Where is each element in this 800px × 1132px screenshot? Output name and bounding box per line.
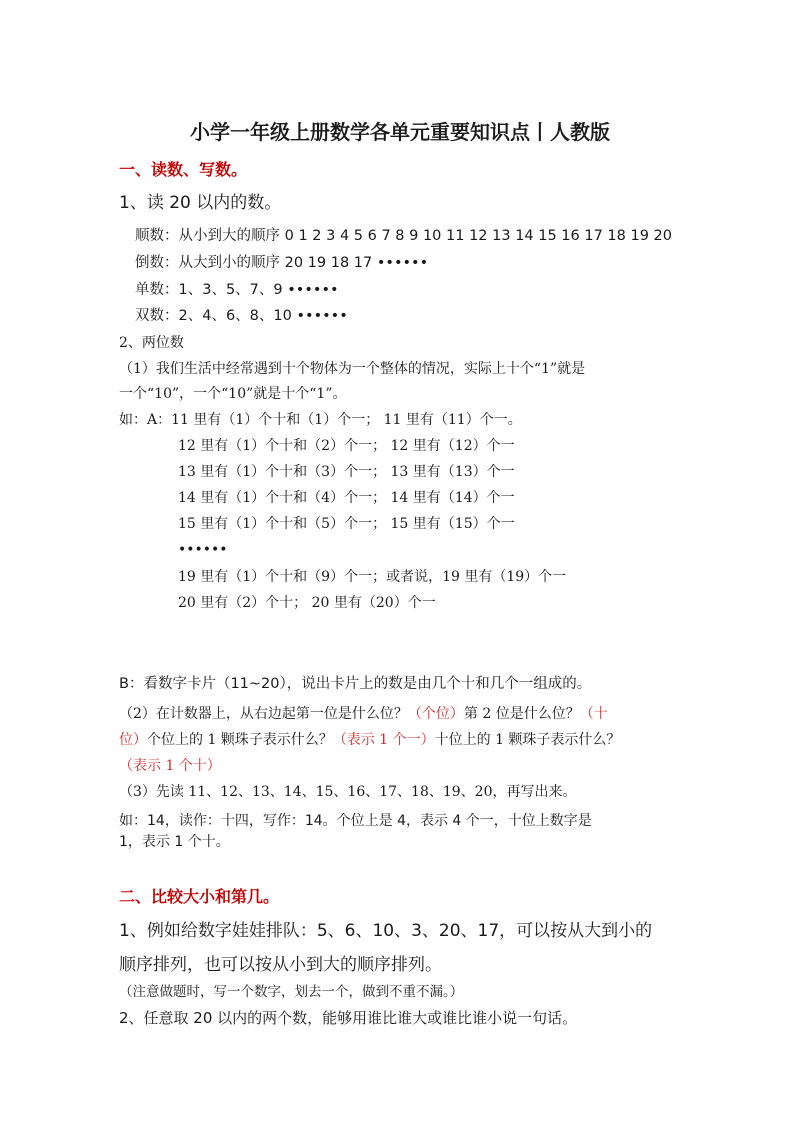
example-13: 13 里有（1）个十和（3）个一； 13 里有（13）个一: [178, 464, 515, 480]
example-14-line1: 如：14，读作：十四，写作：14。个位上是 4，表示 4 个一，十位上数字是: [119, 813, 592, 829]
example-12: 12 里有（1）个十和（2）个一； 12 里有（12）个一: [178, 438, 515, 454]
answer-tens-place-end: 位）: [119, 732, 147, 748]
item-read-numbers: 1、读 20 以内的数。: [119, 193, 282, 213]
odd-numbers: 单数：1、3、5、7、9 ••••••: [135, 282, 339, 298]
question-2-line2: [119, 732, 620, 749]
question-3: （3）先读 11、12、13、14、15、16、17、18、19、20，再写出来。: [119, 784, 577, 800]
answer-one-unit: （表示 1 个一）: [332, 732, 435, 748]
example-15: 15 里有（1）个十和（5）个一； 15 里有（15）个一: [178, 516, 515, 532]
question-2-part-c: 个位上的 1 颗珠子表示什么？: [147, 732, 333, 748]
question-2-part-d: 十位上的 1 颗珠子表示什么？: [434, 732, 621, 748]
example-19: 19 里有（1）个十和（9）个一；或者说，19 里有（19）个一: [178, 569, 567, 585]
ascending-order: 顺数：从小到大的顺序 0 1 2 3 4 5 6 7 8 9 10 11 12 13 14 15 16 17 18 19 20: [135, 228, 673, 244]
question-2-part-a: （2）在计数器上，从右边起第一位是什么位？: [119, 706, 408, 722]
example-b: B：看数字卡片（11~20），说出卡片上的数是由几个十和几个一组成的。: [119, 676, 592, 692]
item-two-digit: 2、两位数: [119, 335, 184, 351]
section-heading-1: 一、读数、写数。: [119, 160, 248, 179]
descending-order: 倒数：从大到小的顺序 20 19 18 17 ••••••: [135, 255, 429, 271]
two-digit-text-line2: 一个“10”，一个“10”就是十个“1”。: [119, 386, 347, 402]
answer-one-ten: （表示 1 个十）: [119, 758, 221, 774]
page-title: 小学一年级上册数学各单元重要知识点丨人教版: [190, 120, 610, 144]
example-14: 14 里有（1）个十和（4）个一； 14 里有（14）个一: [178, 490, 515, 506]
section-heading-2: 二、比较大小和第几。: [119, 887, 280, 906]
two-digit-text-line1: （1）我们生活中经常遇到十个物体为一个整体的情况，实际上十个“1”就是: [119, 361, 586, 377]
question-2-line1: [119, 706, 608, 723]
example-20: 20 里有（2）个十； 20 里有（20）个一: [178, 595, 436, 611]
answer-ones-place: （个位）: [407, 706, 464, 722]
question-2-part-b: 第 2 位是什么位？: [463, 706, 580, 722]
answer-tens-place-start: （十: [579, 706, 608, 722]
note: （注意做题时，写一个数字，划去一个，做到不重不漏。）: [119, 984, 464, 1000]
item-compare: 2、任意取 20 以内的两个数，能够用谁比谁大或谁比谁小说一句话。: [119, 1009, 578, 1027]
item-line-up-line2: 顺序排列，也可以按从小到大的顺序排列。: [119, 955, 442, 975]
example-14-line2: 1，表示 1 个十。: [119, 834, 230, 850]
even-numbers: 双数：2、4、6、8、10 ••••••: [135, 308, 348, 324]
item-line-up-line1: 1、例如给数字娃娃排队：5、6、10、3、20、17，可以按从大到小的: [119, 921, 653, 941]
example-ellipsis: ••••••: [178, 542, 228, 558]
example-a-11: 如：A：11 里有（1）个十和（1）个一； 11 里有（11）个一。: [119, 412, 522, 428]
